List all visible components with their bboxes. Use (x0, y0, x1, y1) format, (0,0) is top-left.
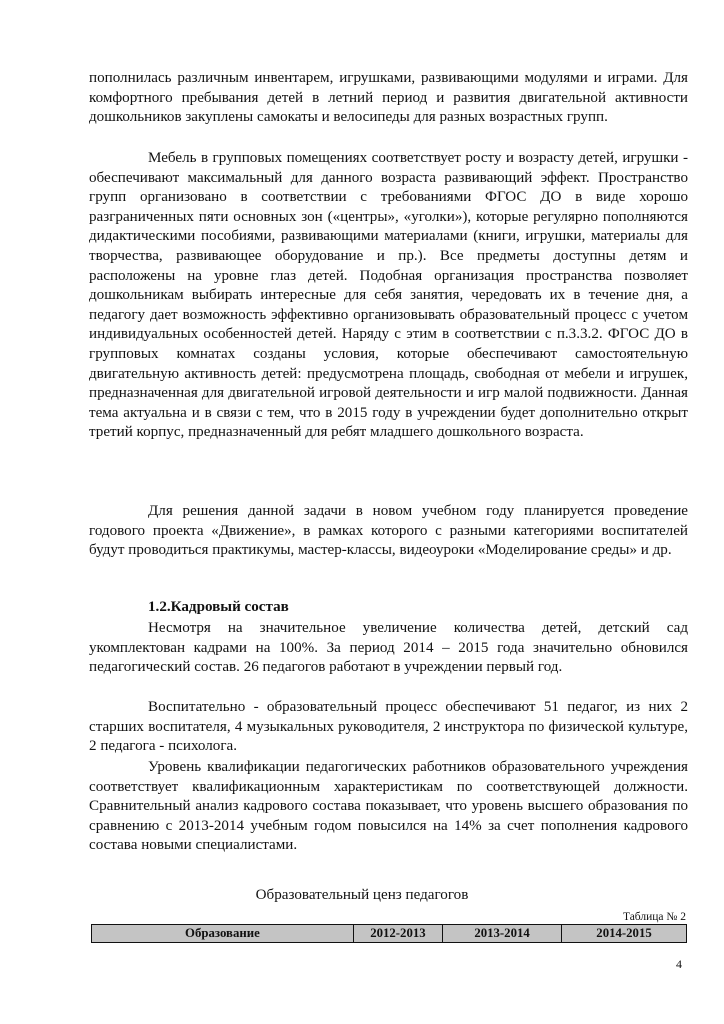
header-2014-2015: 2014-2015 (562, 925, 687, 943)
education-table (91, 924, 687, 943)
header-2012-2013: 2012-2013 (353, 925, 442, 943)
paragraph-project (89, 502, 688, 561)
paragraph-text: Воспитательно - образовательный процесс обеспечивают 51 педагог, из них 2 старших воспитателя, 4 музыкальных руководителя, 2 инструктора по физической культуре, 2 педагога - психолога. (89, 699, 688, 755)
paragraph-furniture (89, 149, 688, 443)
paragraph-text: Уровень квалификации педагогических работников образовательного учреждения соответствует квалификационным характеристикам по соответствующей должности. Сравнительный анализ кадрового состава показывает, что уровень высшего образования по сравнению с 2013-2014 учебным годом повысился на 14% за счет пополнения кадрового состава новыми специалистами. (89, 759, 688, 854)
paragraph-text: пополнилась различным инвентарем, игрушками, развивающими модулями и играми. Для комфортного пребывания детей в летний период и развития двигательной активности дошкольников закуплены самокаты и велосипеды для разных возрастных групп. (89, 70, 688, 126)
table-number: Таблица № 2 (622, 911, 686, 923)
page-number: 4 (676, 957, 682, 971)
paragraph-teachers (89, 698, 688, 757)
header-2013-2014: 2013-2014 (443, 925, 562, 943)
paragraph-text: Для решения данной задачи в новом учебном году планируется проведение годового проекта «Движение», в рамках которого с разными категориями воспитателей будут проводиться практикумы, мастер-классы, видеоуроки «Моделирование среды» и др. (89, 503, 688, 559)
paragraph-text: Несмотря на значительное увеличение количества детей, детский сад укомплектован кадрами на 100%. За период 2014 – 2015 года значительно обновился педагогический состав. 26 педагогов работают в учреждении первый год. (89, 620, 688, 676)
paragraph-staffing (89, 619, 688, 678)
table-header-row (92, 925, 687, 943)
paragraph-text: Мебель в групповых помещениях соответствует росту и возрасту детей, игрушки - обеспечивают максимальный для данного возраста развивающий эффект. Пространство групп организовано в соответствии с требованиями ФГОС ДО в виде хорошо разграниченных пяти основных зон («центры», «уголки»), которые регулярно пополняются дидактическими пособиями, развивающими материалами (книги, игрушки, материалы для творчества, развивающее оборудование и пр.). Все предметы доступны детям и расположены на уровне глаз детей. Подобная организация пространства позволяет дошкольникам выбирать интересные для себя занятия, чередовать их в течение дня, а педагогу дает возможность эффективно организовывать образовательный процесс с учетом индивидуальных особенностей детей. Наряду с этим в соответствии с п.3.3.2. ФГОС ДО в групповых комнатах созданы условия, которые обеспечивают самостоятельную двигательную активность детей: предусмотрена площадь, свободная от мебели и игрушек, предназначенная для двигательной игровой деятельности и игр малой подвижности. Данная тема актуальна и в связи с тем, что в 2015 году в учреждении будет дополнительно открыт третий корпус, предназначенный для ребят младшего дошкольного возраста. (89, 150, 688, 441)
paragraph-continuation (89, 69, 688, 128)
section-heading: 1.2.Кадровый состав (148, 599, 289, 615)
table-title: Образовательный ценз педагогов (255, 887, 469, 903)
paragraph-qualification (89, 758, 688, 856)
header-education: Образование (92, 925, 354, 943)
